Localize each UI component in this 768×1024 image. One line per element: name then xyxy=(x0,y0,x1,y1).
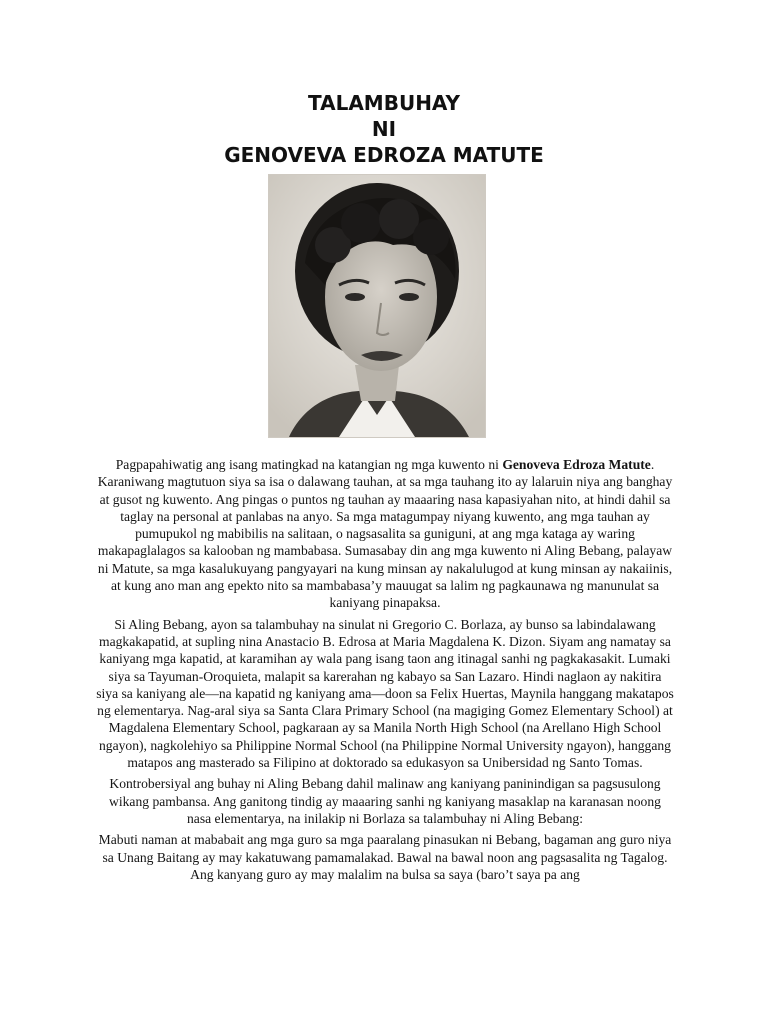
portrait-photo-drawing xyxy=(269,175,485,437)
paragraph-2: Si Aling Bebang, ayon sa talambuhay na sinulat ni Gregorio C. Borlaza, ay bunso sa labindalawang magkakapatid, at supling nina Anastacio B. Edrosa at Maria Magdalena K. Dizon. Siyam ang namatay sa kaniyang mga kapatid, at karamihan ay wala pang isang taon ang itinagal sanhi ng pagkakasakit. Lumaki siya sa Tayuman-Oroquieta, malapit sa karerahan ng kabayo sa San Lazaro. Hindi naglaon ay nakitira siya sa kaniyang ale—na kapatid ng kaniyang ama—doon sa Felix Huertas, Maynila hanggang makatapos ng elementarya. Nag-aral siya sa Santa Clara Primary School (na magiging Gomez Elementary School) at Magdalena Elementary School, pagkaraan ay sa Manila North High School (na Arellano High School ngayon), nagkolehiyo sa Philippine Normal School (na Philippine Normal University ngayon), hanggang matapos ang masterado sa Filipino at doktorado sa edukasyon sa Unibersidad ng Santo Tomas. xyxy=(96,616,674,771)
document-body xyxy=(96,456,674,887)
title-line-1: TALAMBUHAY xyxy=(308,91,460,115)
portrait-photo xyxy=(269,175,485,437)
paragraph-1-intro: Pagpapahiwatig ang isang matingkad na katangian ng mga kuwento ni xyxy=(115,457,503,472)
title-line-3: GENOVEVA EDROZA MATUTE xyxy=(224,143,544,167)
paragraph-1 xyxy=(96,456,674,612)
paragraph-3: Kontrobersiyal ang buhay ni Aling Bebang dahil malinaw ang kaniyang paninindigan sa pagsusulong wikang pambansa. Ang ganitong tindig ay maaaring sanhi ng kaniyang masaklap na karanasan noong nasa elementarya, na inilakip ni Borlaza sa talambuhay ni Aling Bebang: xyxy=(109,776,661,826)
paragraph-4: Mabuti naman at mababait ang mga guro sa mga paaralang pinasukan ni Bebang, bagaman ang guro niya sa Unang Baitang ay may kakatuwang pamamalakad. Bawal na bawal noon ang pagsasalita ng Tagalog. Ang kanyang guro ay may malalim na bulsa sa saya (baro’t saya pa ang xyxy=(98,832,672,882)
title-line-2: NI xyxy=(371,117,397,141)
author-name: Genoveva Edroza Matute xyxy=(502,457,651,472)
document-title xyxy=(0,90,768,168)
paragraph-1-rest: . Karaniwang magtutuon siya sa isa o dalawang tauhan, at sa mga tauhang ito ay lalaruin niya ang banghay at gusot ng kuwento. Ang pingas o puntos ng tauhan ay maaaring nasa kapasiyahan nito, at hindi dahil sa taglay na personal at panlabas na anyo. Sa mga matagumpay niyang kuwento, ang mga tauhan ay pumupukol ng mabibilis na salitaan, o nagsasalita sa guniguni, at ang mga kataga ay waring makapaglalagos sa kalooban ng mambabasa. Sumasabay din ang mga kuwento ni Aling Bebang, palayaw ni Matute, sa mga kasalukuyang pangyayari na kung minsan ay nakalulugod at kung minsan ay nakaiinis, at kung ano man ang epekto nito sa mambabasa’y mauugat sa lalim ng pagkaunawa ng manunulat sa kaniyang pinapaksa. xyxy=(97,457,673,611)
